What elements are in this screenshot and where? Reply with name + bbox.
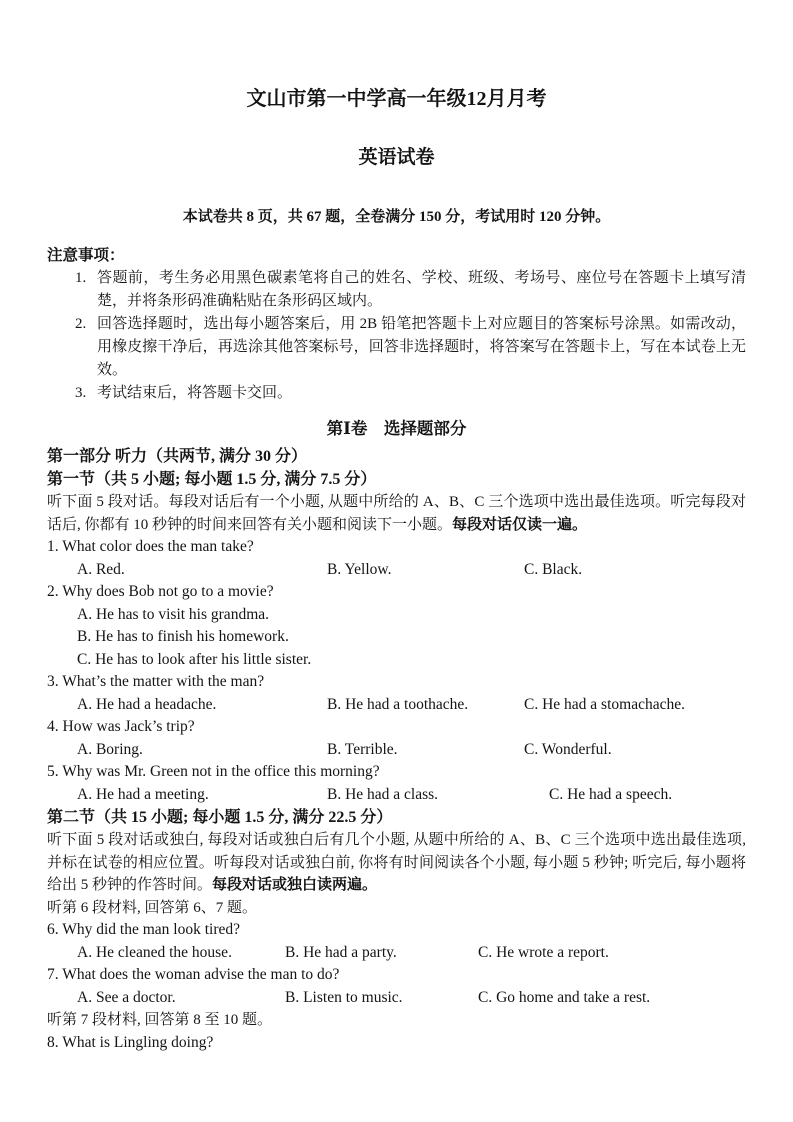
option-a: A. He has to visit his grandma.	[77, 605, 270, 623]
notice-item-number: 1.	[75, 270, 87, 286]
option-a: A. He had a meeting.	[77, 785, 209, 803]
option-c: C. He wrote a report.	[478, 943, 609, 961]
volume-heading: 第Ⅰ卷 选择题部分	[326, 419, 467, 438]
notice-item-text: 回答选择题时，选出每小题答案后，用 2B 铅笔把答题卡上对应题目的答案标号涂黑。如需改动，用橡皮擦干净后，再选涂其他答案标号，回答非选择题时，将答案写在答题卡上，写在本试卷上无效。	[97, 316, 746, 378]
material-6-line: 听第 6 段材料, 回答第 6、7 题。	[47, 899, 258, 916]
question-4-options	[47, 739, 746, 762]
question-5-options	[47, 784, 746, 807]
question-2-text: 2. Why does Bob not go to a movie?	[47, 583, 274, 600]
exam-meta-line: 本试卷共 8 页，共 67 题，全卷满分 150 分，考试用时 120 分钟。	[182, 209, 611, 225]
notice-item-2	[47, 313, 746, 382]
notice-item-3	[47, 382, 746, 405]
option-c: C. He has to look after his little sister.	[77, 650, 312, 668]
section2-instructions-bold: 每段对话或独白读两遍。	[212, 877, 378, 893]
option-b: B. He had a party.	[285, 943, 397, 961]
exam-title: 文山市第一中学高一年级12月月考	[246, 88, 547, 110]
option-c: C. He had a speech.	[549, 785, 673, 803]
option-c: C. Go home and take a rest.	[478, 988, 651, 1006]
exam-subtitle: 英语试卷	[358, 147, 435, 168]
question-7-options	[47, 987, 746, 1010]
notice-item-text: 答题前，考生务必用黑色碳素笔将自己的姓名、学校、班级、考场号、座位号在答题卡上填写清楚，并将条形码准确粘贴在条形码区域内。	[97, 270, 746, 309]
question-3-text: 3. What’s the matter with the man?	[47, 673, 265, 690]
notice-item-text: 考试结束后，将答题卡交回。	[97, 385, 293, 401]
notice-item-number: 3.	[75, 385, 87, 401]
question-7-text: 7. What does the woman advise the man to do?	[47, 966, 340, 983]
section1-instructions-text: 听下面 5 段对话。每段对话后有一个小题, 从题中所给的 A、B、C 三个选项中选出最佳选项。听完每段对话后, 你都有 10 秒钟的时间来回答有关小题和阅读下一小题。	[47, 494, 746, 533]
option-a: A. He had a headache.	[77, 695, 217, 713]
section1-heading: 第一节（共 5 小题; 每小题 1.5 分, 满分 7.5 分）	[47, 471, 377, 488]
option-b: B. He had a class.	[327, 785, 439, 803]
option-c: C. Wonderful.	[524, 740, 612, 758]
option-a: A. Red.	[77, 560, 125, 578]
page-content	[0, 84, 793, 1054]
question-8-text: 8. What is Lingling doing?	[47, 1033, 214, 1051]
notice-heading: 注意事项：	[47, 247, 125, 264]
option-c: C. He had a stomachache.	[524, 695, 685, 713]
section2-instructions-text: 听下面 5 段对话或独白, 每段对话或独白后有几个小题, 从题中所给的 A、B、C 三个选项中选出最佳选项, 并标在试卷的相应位置。听每段对话或独白前, 你将有时间阅读各个小题, 每小题 5 秒钟; 听完后, 每小题将给出 5 秒钟的作答时间。	[47, 832, 746, 893]
section2-heading: 第二节（共 15 小题; 每小题 1.5 分, 满分 22.5 分）	[47, 809, 393, 826]
question-5-text: 5. Why was Mr. Green not in the office this morning?	[47, 763, 380, 780]
option-a: A. He cleaned the house.	[77, 943, 232, 961]
notice-item-1	[47, 267, 746, 313]
question-1-text: 1. What color does the man take?	[47, 538, 254, 555]
option-b: B. Terrible.	[327, 740, 398, 758]
option-a: A. See a doctor.	[77, 988, 176, 1006]
section1-instructions-bold: 每段对话仅读一遍。	[452, 516, 588, 533]
option-c: C. Black.	[524, 560, 583, 578]
option-b: B. He had a toothache.	[327, 695, 469, 713]
option-a: A. Boring.	[77, 740, 143, 758]
question-3-options	[47, 694, 746, 717]
question-4-text: 4. How was Jack’s trip?	[47, 718, 195, 735]
option-b: B. He has to finish his homework.	[77, 628, 289, 645]
option-b: B. Yellow.	[327, 560, 392, 578]
question-6-text: 6. Why did the man look tired?	[47, 921, 240, 938]
section1-instructions	[47, 491, 746, 536]
section2-instructions	[47, 829, 746, 897]
material-7-line: 听第 7 段材料, 回答第 8 至 10 题。	[47, 1012, 273, 1028]
question-6-options	[47, 942, 746, 965]
question-1-options	[47, 559, 746, 582]
option-b: B. Listen to music.	[285, 988, 403, 1006]
part1-heading: 第一部分 听力（共两节, 满分 30 分）	[47, 448, 308, 465]
notice-item-number: 2.	[75, 316, 87, 332]
